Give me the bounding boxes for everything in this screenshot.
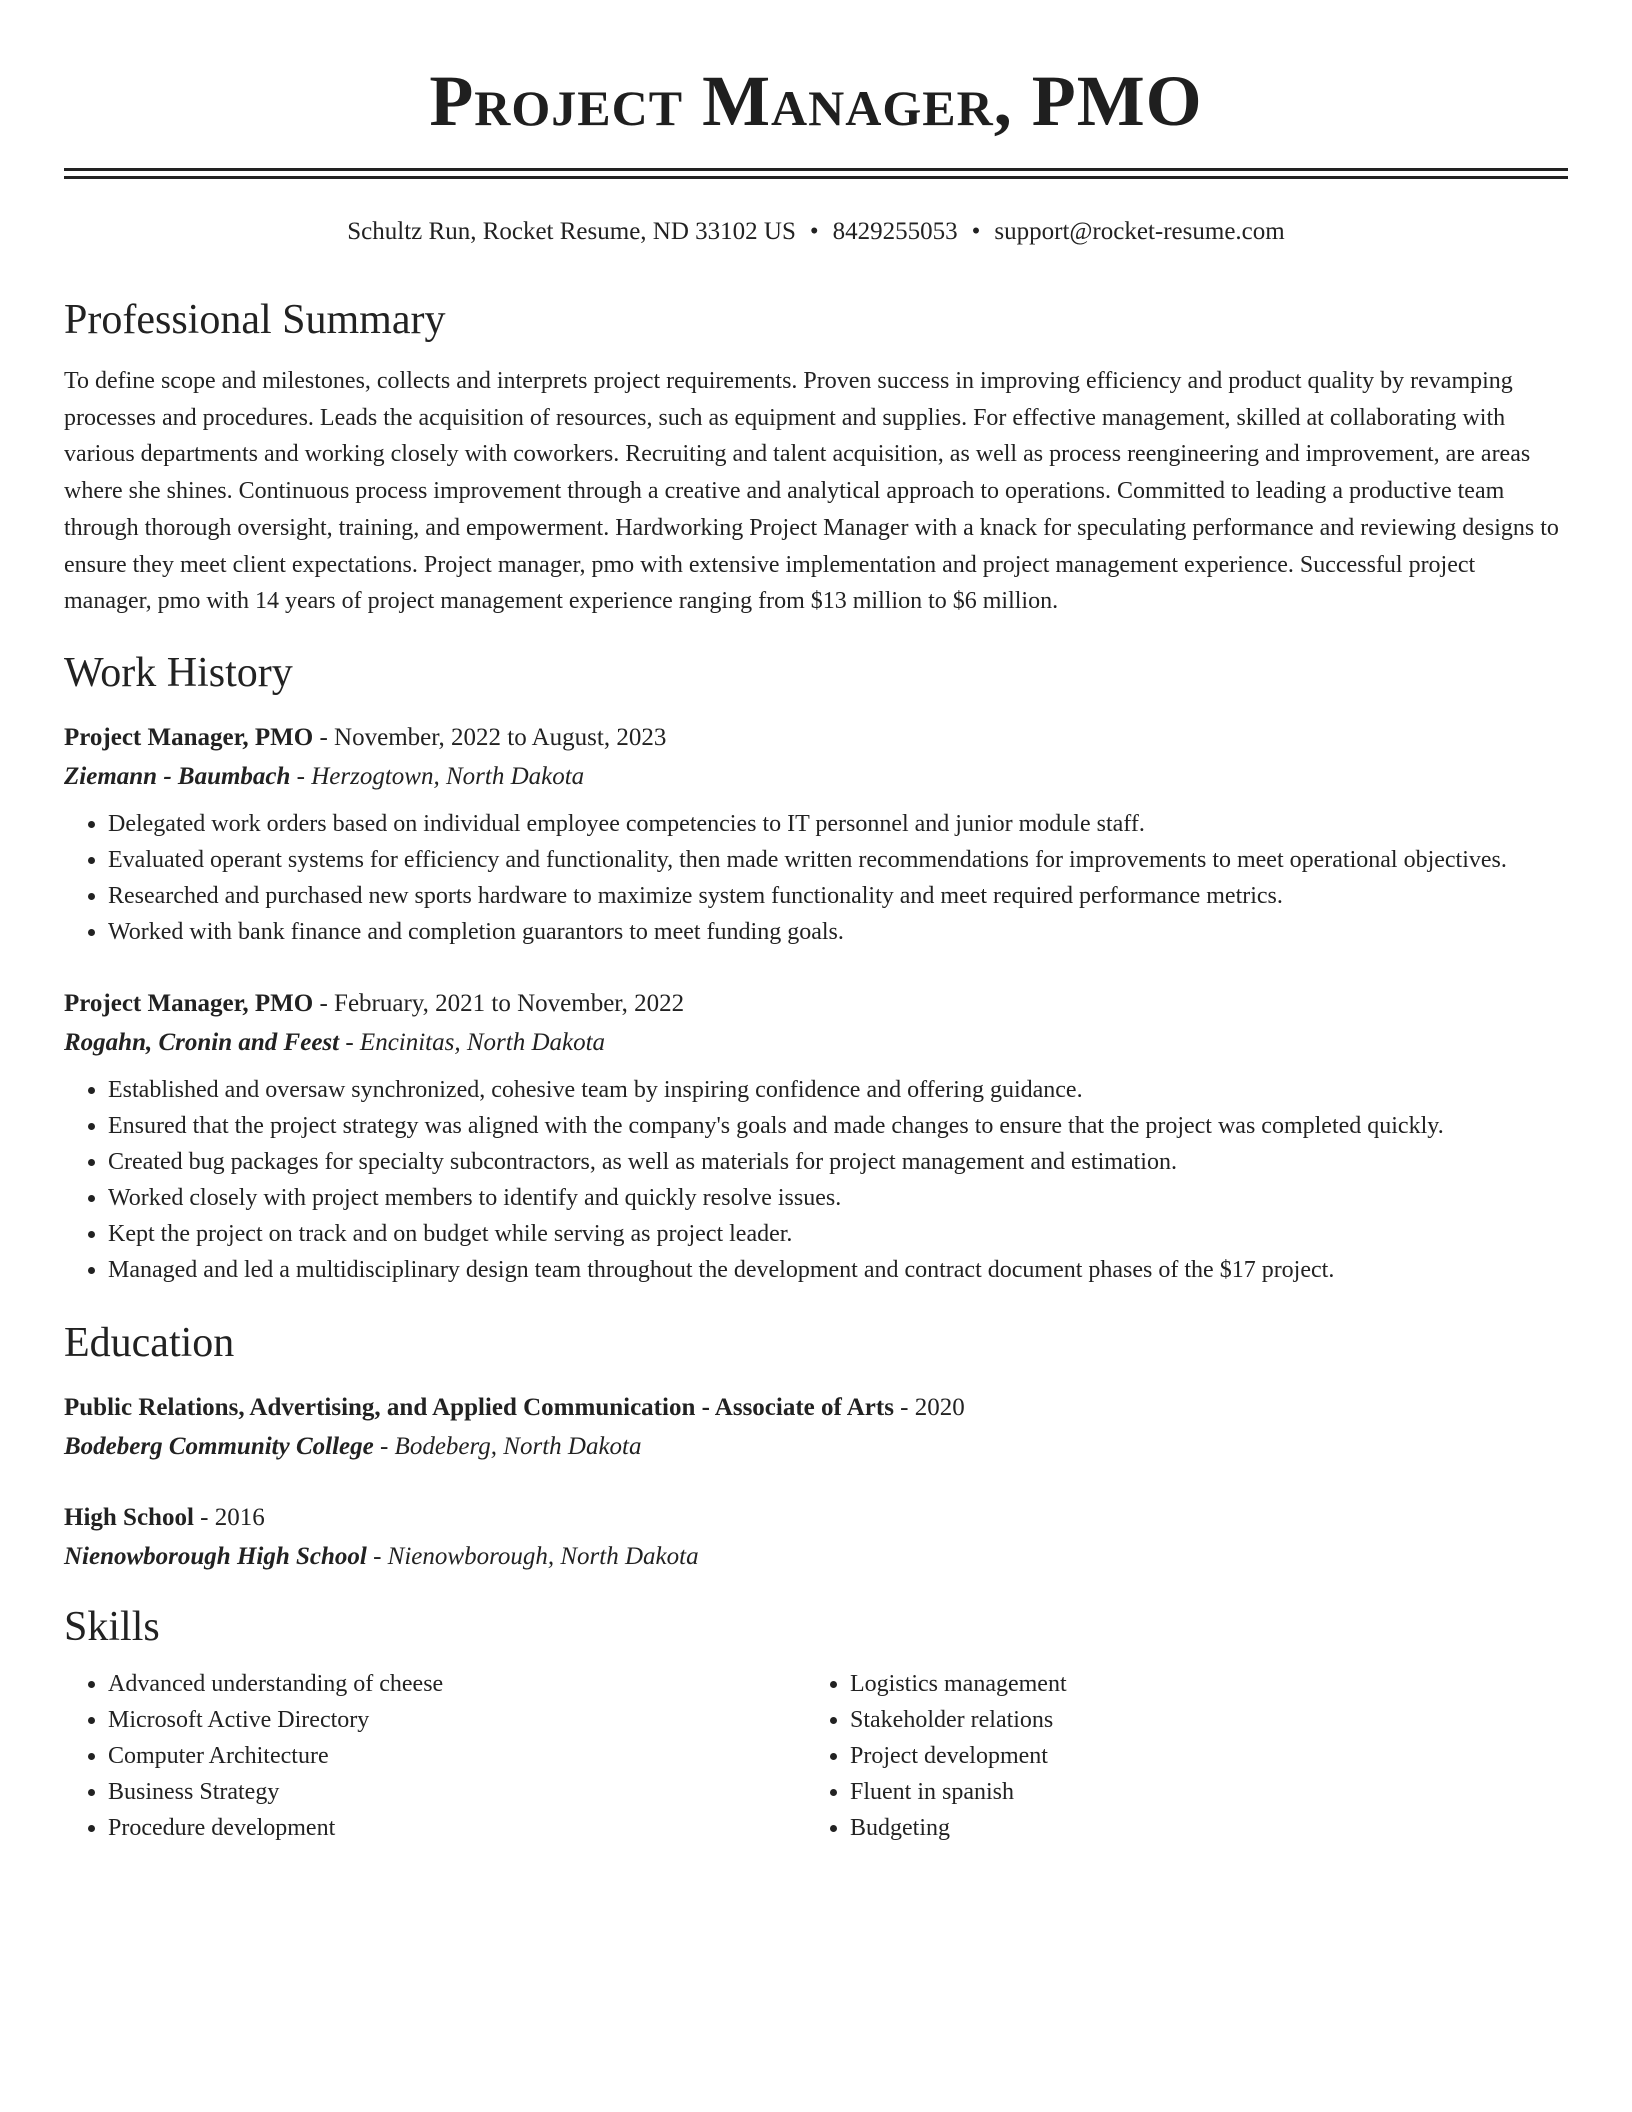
job-title-line [64, 984, 1568, 1023]
skills-heading: Skills [64, 1603, 160, 1650]
job-company: Rogahn, Cronin and Feest [64, 1028, 340, 1056]
education-degree: Public Relations, Advertising, and Applied Communication - Associate of Arts [64, 1393, 894, 1421]
education-degree-line [64, 1498, 1568, 1537]
skill-item: • Advanced understanding of cheese [108, 1666, 806, 1702]
job-bullets [64, 1072, 1568, 1288]
contact-email: support@rocket-resume.com [994, 218, 1285, 245]
job-bullet: • Worked with bank finance and completion guarantors to meet funding goals. [108, 914, 1568, 950]
job-bullet: • Worked closely with project members to identify and quickly resolve issues. [108, 1180, 1568, 1216]
job-bullet: • Evaluated operant systems for efficiency and functionality, then made written recommendations for improvements to meet operational objectives. [108, 842, 1568, 878]
job-role: Project Manager, PMO [64, 989, 314, 1017]
skill-item: • Computer Architecture [108, 1738, 806, 1774]
skill-item: • Project development [850, 1738, 1548, 1774]
skills-column-left [64, 1666, 806, 1846]
contact-separator: • [809, 218, 819, 245]
resume-name: Project Manager, PMO [429, 61, 1203, 141]
job-bullet: • Delegated work orders based on individual employee competencies to IT personnel and junior module staff. [108, 806, 1568, 842]
skills-list [64, 1666, 1568, 1846]
education-heading: Education [64, 1319, 235, 1366]
job-dates: - February, 2021 to November, 2022 [313, 989, 685, 1017]
header-divider-top [64, 168, 1568, 171]
header-divider-bottom [64, 176, 1568, 179]
contact-address: Schultz Run, Rocket Resume, ND 33102 US [347, 218, 796, 245]
skill-item: • Fluent in spanish [850, 1774, 1548, 1810]
education-entry [64, 1388, 1568, 1466]
job-location: - Encinitas, North Dakota [339, 1028, 606, 1056]
skill-item: • Microsoft Active Directory [108, 1702, 806, 1738]
education-degree-line [64, 1388, 1568, 1427]
education-location: - Bodeberg, North Dakota [373, 1432, 642, 1460]
skills-column-right [806, 1666, 1548, 1846]
education-entry [64, 1498, 1568, 1576]
job-bullet: • Kept the project on track and on budget while serving as project leader. [108, 1216, 1568, 1252]
skill-item: • Budgeting [850, 1810, 1548, 1846]
education-school: Bodeberg Community College [64, 1432, 374, 1460]
job-title-line [64, 718, 1568, 757]
job-bullet: • Created bug packages for specialty subcontractors, as well as materials for project management and estimation. [108, 1144, 1568, 1180]
contact-separator: • [971, 218, 981, 245]
skill-item: • Logistics management [850, 1666, 1548, 1702]
work-history-heading: Work History [64, 649, 293, 696]
job-company-line [64, 1023, 1568, 1062]
contact-line [64, 215, 1568, 249]
job-company: Ziemann - Baumbach [64, 762, 291, 790]
job-company-line [64, 757, 1568, 796]
skill-item: • Business Strategy [108, 1774, 806, 1810]
job-bullet: • Researched and purchased new sports hardware to maximize system functionality and meet required performance metrics. [108, 878, 1568, 914]
job-bullets [64, 806, 1568, 950]
education-school-line [64, 1537, 1568, 1576]
job-bullet: • Managed and led a multidisciplinary design team throughout the development and contract document phases of the $17 project. [108, 1252, 1568, 1288]
education-school-line [64, 1427, 1568, 1466]
job-dates: - November, 2022 to August, 2023 [313, 723, 667, 751]
job-role: Project Manager, PMO [64, 723, 314, 751]
education-location: - Nienowborough, North Dakota [366, 1542, 699, 1570]
education-degree: High School [64, 1503, 194, 1531]
education-year: - 2020 [893, 1393, 965, 1421]
job-bullet: • Established and oversaw synchronized, cohesive team by inspiring confidence and offering guidance. [108, 1072, 1568, 1108]
job-entry [64, 984, 1568, 1288]
contact-phone: 8429255053 [832, 218, 958, 245]
summary-text: To define scope and milestones, collects and interprets project requirements. Proven success in improving efficiency and product quality by revamping processes and procedures. Leads the acquisition of resources, such as equipment and supplies. For effective management, skilled at collaborating with various departments and working closely with coworkers. Recruiting and talent acquisition, as well as process reengineering and improvement, are areas where she shines. Continuous process improvement through a creative and analytical approach to operations. Committed to leading a productive team through thorough oversight, training, and empowerment. Hardworking Project Manager with a knack for speculating performance and reviewing designs to ensure they meet client expectations. Project manager, pmo with extensive implementation and project management experience. Successful project manager, pmo with 14 years of project management experience ranging from $13 million to $6 million. [64, 368, 1559, 615]
job-bullet: • Ensured that the project strategy was aligned with the company's goals and made changes to ensure that the project was completed quickly. [108, 1108, 1568, 1144]
job-location: - Herzogtown, North Dakota [290, 762, 585, 790]
skill-item: • Procedure development [108, 1810, 806, 1846]
job-entry [64, 718, 1568, 950]
skill-item: • Stakeholder relations [850, 1702, 1548, 1738]
education-year: - 2016 [193, 1503, 265, 1531]
education-school: Nienowborough High School [64, 1542, 367, 1570]
summary-heading: Professional Summary [64, 297, 446, 343]
